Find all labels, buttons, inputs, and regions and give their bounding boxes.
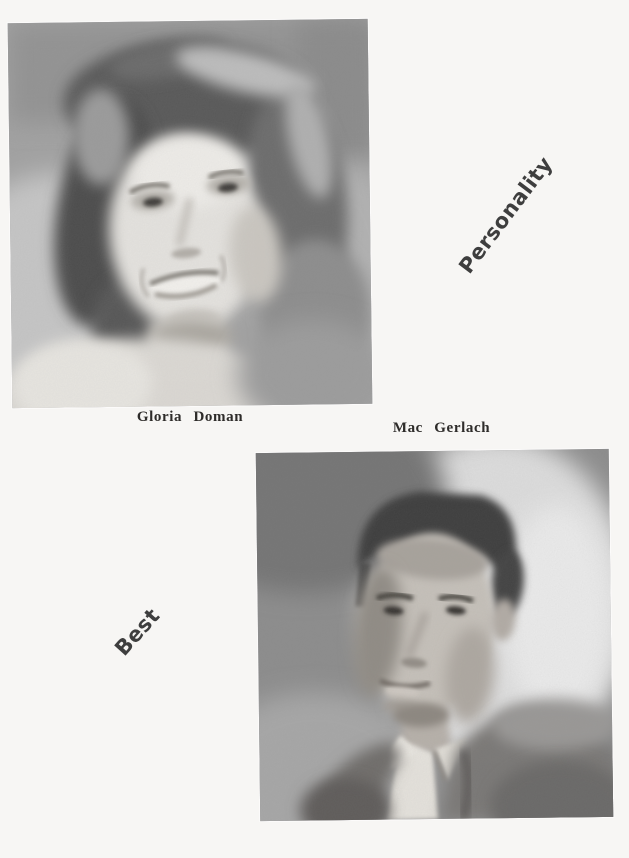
caption-gloria-doman: Gloria Doman	[136, 409, 244, 425]
man-portrait-image	[256, 449, 613, 821]
label-personality: Personality	[454, 152, 558, 278]
label-best: Best	[110, 603, 165, 661]
caption-mac-gerlach: Mac Gerlach	[392, 420, 491, 436]
portrait-photo-right	[256, 449, 613, 821]
woman-portrait-image	[8, 19, 373, 408]
portrait-photo-left	[8, 19, 373, 408]
